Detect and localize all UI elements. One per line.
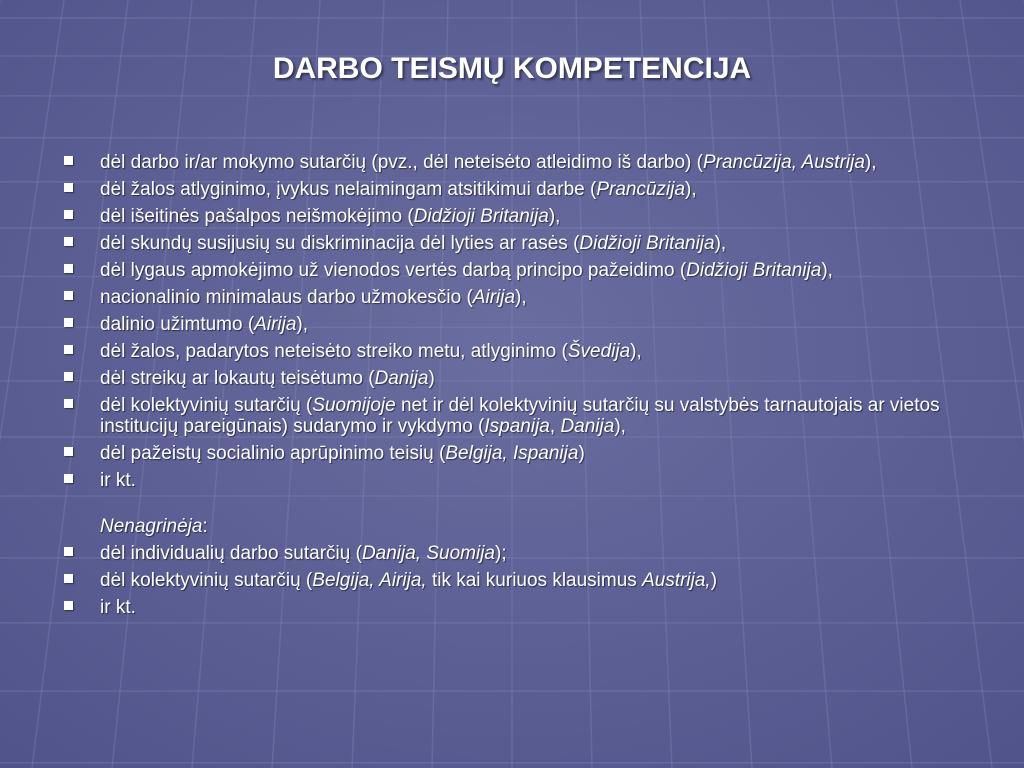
list-item: dėl individualių darbo sutarčių (Danija, Suomija);	[62, 543, 962, 564]
slide-content	[62, 152, 962, 624]
list-item: dalinio užimtumo (Airija),	[62, 314, 962, 335]
slide-title: DARBO TEISMŲ KOMPETENCIJA	[272, 52, 752, 85]
list-item: dėl kolektyvinių sutarčių (Belgija, Airija, tik kai kuriuos klausimus Austrija,)	[62, 570, 962, 591]
list-item: dėl pažeistų socialinio aprūpinimo teisių (Belgija, Ispanija)	[62, 443, 962, 464]
list-item: ir kt.	[62, 470, 962, 491]
list-item: dėl išeitinės pašalpos neišmokėjimo (Didžioji Britanija),	[62, 206, 962, 227]
square-bullet-icon	[64, 345, 73, 354]
square-bullet-icon	[64, 183, 73, 192]
list-item: dėl žalos, padarytos neteisėto streiko metu, atlyginimo (Švedija),	[62, 341, 962, 362]
square-bullet-icon	[64, 547, 73, 556]
list-item: dėl lygaus apmokėjimo už vienodos vertės darbą principo pažeidimo (Didžioji Britanija),	[62, 260, 962, 281]
square-bullet-icon	[64, 574, 73, 583]
competence-list	[62, 152, 962, 491]
not-handled-list	[62, 543, 962, 618]
list-item: dėl darbo ir/ar mokymo sutarčių (pvz., dėl neteisėto atleidimo iš darbo) (Prancūzija, Austrija),	[62, 152, 962, 173]
square-bullet-icon	[64, 474, 73, 483]
square-bullet-icon	[64, 318, 73, 327]
square-bullet-icon	[64, 210, 73, 219]
square-bullet-icon	[64, 264, 73, 273]
square-bullet-icon	[64, 237, 73, 246]
list-item: nacionalinio minimalaus darbo užmokesčio (Airija),	[62, 287, 962, 308]
list-item: dėl kolektyvinių sutarčių (Suomijoje net ir dėl kolektyvinių sutarčių su valstybės tarnautojais ar vietos institucijų pareigūnais) sudarymo ir vykdymo (Ispanija, Danija),	[62, 395, 962, 437]
square-bullet-icon	[64, 156, 73, 165]
square-bullet-icon	[64, 447, 73, 456]
square-bullet-icon	[64, 399, 73, 408]
square-bullet-icon	[64, 372, 73, 381]
square-bullet-icon	[64, 291, 73, 300]
list-item: dėl skundų susijusių su diskriminacija dėl lyties ar rasės (Didžioji Britanija),	[62, 233, 962, 254]
not-handled-heading: Nenagrinėja:	[100, 516, 208, 537]
list-item: ir kt.	[62, 597, 962, 618]
square-bullet-icon	[64, 601, 73, 610]
list-item: dėl streikų ar lokautų teisėtumo (Danija)	[62, 368, 962, 389]
list-item: dėl žalos atlyginimo, įvykus nelaimingam atsitikimui darbe (Prancūzija),	[62, 179, 962, 200]
